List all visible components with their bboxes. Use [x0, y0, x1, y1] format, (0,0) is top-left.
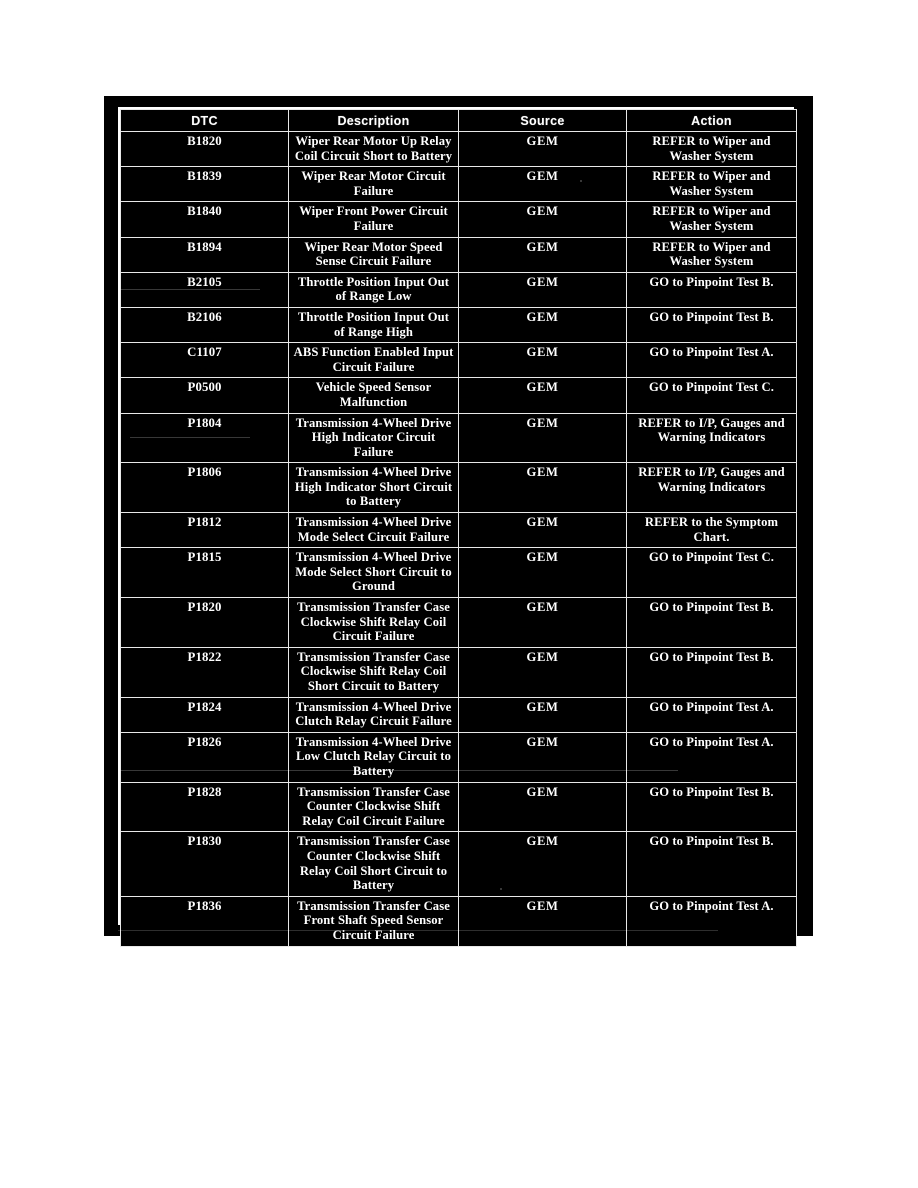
cell-action: REFER to I/P, Gauges and Warning Indicators — [627, 463, 797, 513]
cell-source: GEM — [459, 782, 627, 832]
cell-source: GEM — [459, 202, 627, 237]
table-row — [121, 272, 797, 307]
cell-dtc: P0500 — [121, 378, 289, 413]
cell-dtc: C1107 — [121, 343, 289, 378]
dtc-table — [120, 109, 797, 947]
cell-dtc: P1826 — [121, 732, 289, 782]
cell-action: GO to Pinpoint Test B. — [627, 782, 797, 832]
table-row — [121, 732, 797, 782]
cell-dtc: P1836 — [121, 896, 289, 946]
cell-source: GEM — [459, 132, 627, 167]
table-row — [121, 202, 797, 237]
cell-description: Transmission 4-Wheel Drive High Indicator Short Circuit to Battery — [289, 463, 459, 513]
cell-description: Transmission 4-Wheel Drive High Indicator Circuit Failure — [289, 413, 459, 463]
cell-dtc: P1804 — [121, 413, 289, 463]
cell-action: GO to Pinpoint Test B. — [627, 647, 797, 697]
table-body — [121, 132, 797, 947]
column-header-dtc: DTC — [121, 110, 289, 132]
cell-dtc: B2105 — [121, 272, 289, 307]
cell-dtc: B1840 — [121, 202, 289, 237]
cell-dtc: P1815 — [121, 548, 289, 598]
cell-dtc: B1820 — [121, 132, 289, 167]
cell-description: Transmission Transfer Case Counter Clockwise Shift Relay Coil Short Circuit to Battery — [289, 832, 459, 896]
cell-source: GEM — [459, 167, 627, 202]
table-row — [121, 343, 797, 378]
cell-source: GEM — [459, 378, 627, 413]
cell-description: Transmission Transfer Case Counter Clockwise Shift Relay Coil Circuit Failure — [289, 782, 459, 832]
cell-description: ABS Function Enabled Input Circuit Failure — [289, 343, 459, 378]
cell-description: Transmission Transfer Case Front Shaft Speed Sensor Circuit Failure — [289, 896, 459, 946]
table-row — [121, 513, 797, 548]
cell-description: Transmission Transfer Case Clockwise Shift Relay Coil Circuit Failure — [289, 598, 459, 648]
cell-action: GO to Pinpoint Test C. — [627, 548, 797, 598]
cell-description: Transmission 4-Wheel Drive Mode Select Short Circuit to Ground — [289, 548, 459, 598]
column-header-action: Action — [627, 110, 797, 132]
cell-source: GEM — [459, 343, 627, 378]
table-row — [121, 167, 797, 202]
table-row — [121, 782, 797, 832]
table-row — [121, 132, 797, 167]
cell-action: GO to Pinpoint Test A. — [627, 732, 797, 782]
table-header-row — [121, 110, 797, 132]
cell-dtc: P1806 — [121, 463, 289, 513]
cell-description: Wiper Front Power Circuit Failure — [289, 202, 459, 237]
cell-source: GEM — [459, 307, 627, 342]
cell-action: GO to Pinpoint Test B. — [627, 307, 797, 342]
table-row — [121, 413, 797, 463]
cell-source: GEM — [459, 896, 627, 946]
cell-action: GO to Pinpoint Test A. — [627, 343, 797, 378]
cell-action: REFER to Wiper and Washer System — [627, 132, 797, 167]
table-row — [121, 237, 797, 272]
cell-source: GEM — [459, 697, 627, 732]
cell-action: GO to Pinpoint Test A. — [627, 896, 797, 946]
cell-action: GO to Pinpoint Test B. — [627, 832, 797, 896]
table-row — [121, 463, 797, 513]
cell-dtc: P1824 — [121, 697, 289, 732]
dtc-table-container — [118, 107, 794, 942]
cell-action: GO to Pinpoint Test B. — [627, 272, 797, 307]
cell-action: REFER to I/P, Gauges and Warning Indicators — [627, 413, 797, 463]
cell-description: Transmission 4-Wheel Drive Clutch Relay Circuit Failure — [289, 697, 459, 732]
table-row — [121, 896, 797, 946]
cell-description: Throttle Position Input Out of Range High — [289, 307, 459, 342]
cell-description: Transmission Transfer Case Clockwise Shift Relay Coil Short Circuit to Battery — [289, 647, 459, 697]
cell-source: GEM — [459, 548, 627, 598]
cell-source: GEM — [459, 272, 627, 307]
cell-source: GEM — [459, 732, 627, 782]
cell-source: GEM — [459, 832, 627, 896]
cell-source: GEM — [459, 237, 627, 272]
cell-dtc: P1812 — [121, 513, 289, 548]
cell-dtc: P1828 — [121, 782, 289, 832]
cell-description: Wiper Rear Motor Up Relay Coil Circuit Short to Battery — [289, 132, 459, 167]
cell-action: REFER to Wiper and Washer System — [627, 237, 797, 272]
cell-source: GEM — [459, 647, 627, 697]
cell-action: GO to Pinpoint Test B. — [627, 598, 797, 648]
column-header-source: Source — [459, 110, 627, 132]
cell-dtc: P1820 — [121, 598, 289, 648]
cell-dtc: B1894 — [121, 237, 289, 272]
cell-dtc: P1822 — [121, 647, 289, 697]
table-header — [121, 110, 797, 132]
table-row — [121, 647, 797, 697]
cell-description: Transmission 4-Wheel Drive Low Clutch Relay Circuit to Battery — [289, 732, 459, 782]
cell-action: REFER to the Symptom Chart. — [627, 513, 797, 548]
cell-dtc: B2106 — [121, 307, 289, 342]
cell-source: GEM — [459, 413, 627, 463]
table-row — [121, 548, 797, 598]
cell-description: Wiper Rear Motor Circuit Failure — [289, 167, 459, 202]
table-row — [121, 832, 797, 896]
cell-action: REFER to Wiper and Washer System — [627, 202, 797, 237]
column-header-description: Description — [289, 110, 459, 132]
cell-source: GEM — [459, 463, 627, 513]
cell-description: Transmission 4-Wheel Drive Mode Select Circuit Failure — [289, 513, 459, 548]
table-row — [121, 598, 797, 648]
cell-source: GEM — [459, 598, 627, 648]
table-row — [121, 378, 797, 413]
cell-dtc: P1830 — [121, 832, 289, 896]
cell-description: Throttle Position Input Out of Range Low — [289, 272, 459, 307]
cell-action: REFER to Wiper and Washer System — [627, 167, 797, 202]
cell-description: Vehicle Speed Sensor Malfunction — [289, 378, 459, 413]
cell-action: GO to Pinpoint Test C. — [627, 378, 797, 413]
cell-dtc: B1839 — [121, 167, 289, 202]
cell-source: GEM — [459, 513, 627, 548]
table-row — [121, 697, 797, 732]
cell-action: GO to Pinpoint Test A. — [627, 697, 797, 732]
table-row — [121, 307, 797, 342]
cell-description: Wiper Rear Motor Speed Sense Circuit Failure — [289, 237, 459, 272]
